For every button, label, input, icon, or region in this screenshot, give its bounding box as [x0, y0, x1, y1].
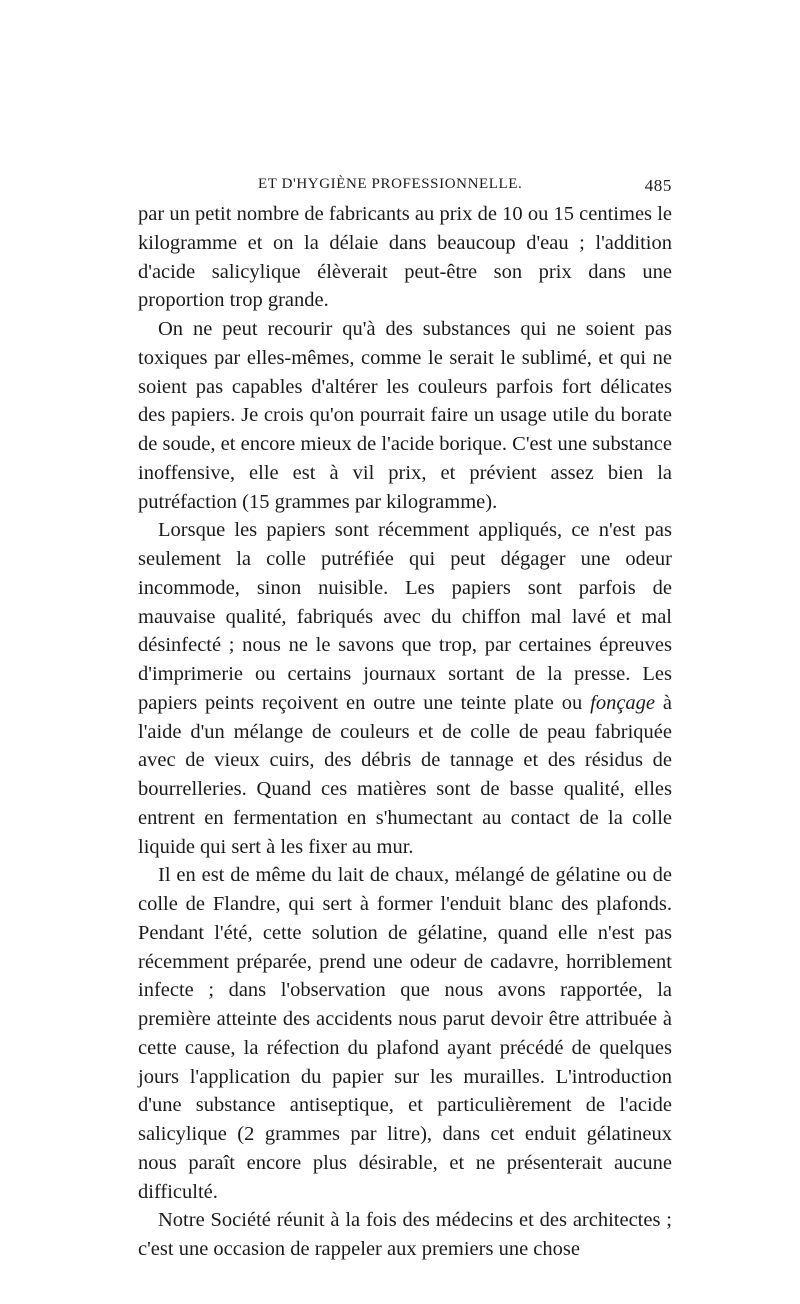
- paragraph-text: à l'aide d'un mélange de couleurs et de colle de peau fabriquée avec de vieux cuirs, des débris de tannage et des résidus de bourrelleries. Quand ces matières sont de basse qualité, elles entrent en fermentation en s'humectant au contact de la colle liquide qui sert à les fixer au mur.: [138, 691, 672, 858]
- paragraph-continuation: par un petit nombre de fabricants au prix de 10 ou 15 centimes le kilogramme et on la délaie dans beaucoup d'eau ; l'addition d'acide salicylique élèverait peut-être son prix dans une proportion trop grande.: [138, 203, 672, 312]
- paragraph-lait-de-chaux: Il en est de même du lait de chaux, mélangé de gélatine ou de colle de Flandre, qui sert à former l'enduit blanc des plafonds. Pendant l'été, cette solution de gélatine, quand elle n'est pas récemment préparée, prend une odeur de cadavre, horriblement infecte ; dans l'observation que nous avons rapportée, la première atteinte des accidents nous parut devoir être attribuée à cette cause, la réfection du plafond ayant précédé de quelques jours l'application du papier sur les murailles. L'introduction d'une substance antiseptique, et particulièrement de l'acide salicylique (2 grammes par litre), dans cet enduit gélatineux nous paraît encore plus désirable, et ne présenterait aucune difficulté.: [138, 864, 672, 1203]
- italic-term: fonçage: [590, 691, 656, 714]
- paragraph-papiers: [138, 516, 672, 861]
- paragraph-societe: Notre Société réunit à la fois des médecins et des architectes ; c'est une occasion de rappeler aux premiers une chose: [138, 1209, 672, 1260]
- page-number: 485: [644, 176, 672, 195]
- body-text: [138, 200, 672, 1264]
- paragraph-borate: On ne peut recourir qu'à des substances qui ne soient pas toxiques par elles-mêmes, comme le serait le sublimé, et qui ne soient pas capables d'altérer les couleurs parfois fort délicates des papiers. Je crois qu'on pourrait faire un usage utile du borate de soude, et encore mieux de l'acide borique. C'est une substance inoffensive, elle est à vil prix, et prévient assez bien la putréfaction (15 grammes par kilogramme).: [138, 318, 672, 513]
- paragraph-text: Lorsque les papiers sont récemment appliqués, ce n'est pas seulement la colle putréfiée qui peut dégager une odeur incommode, sinon nuisible. Les papiers sont parfois de mauvaise qualité, fabriqués avec du chiffon mal lavé et mal désinfecté ; nous ne le savons que trop, par certaines épreuves d'imprimerie ou certains journaux sortant de la presse. Les papiers peints reçoivent en outre une teinte plate ou: [138, 519, 672, 714]
- running-header: [138, 170, 672, 200]
- running-title: ET D'HYGIÈNE PROFESSIONNELLE.: [258, 176, 523, 192]
